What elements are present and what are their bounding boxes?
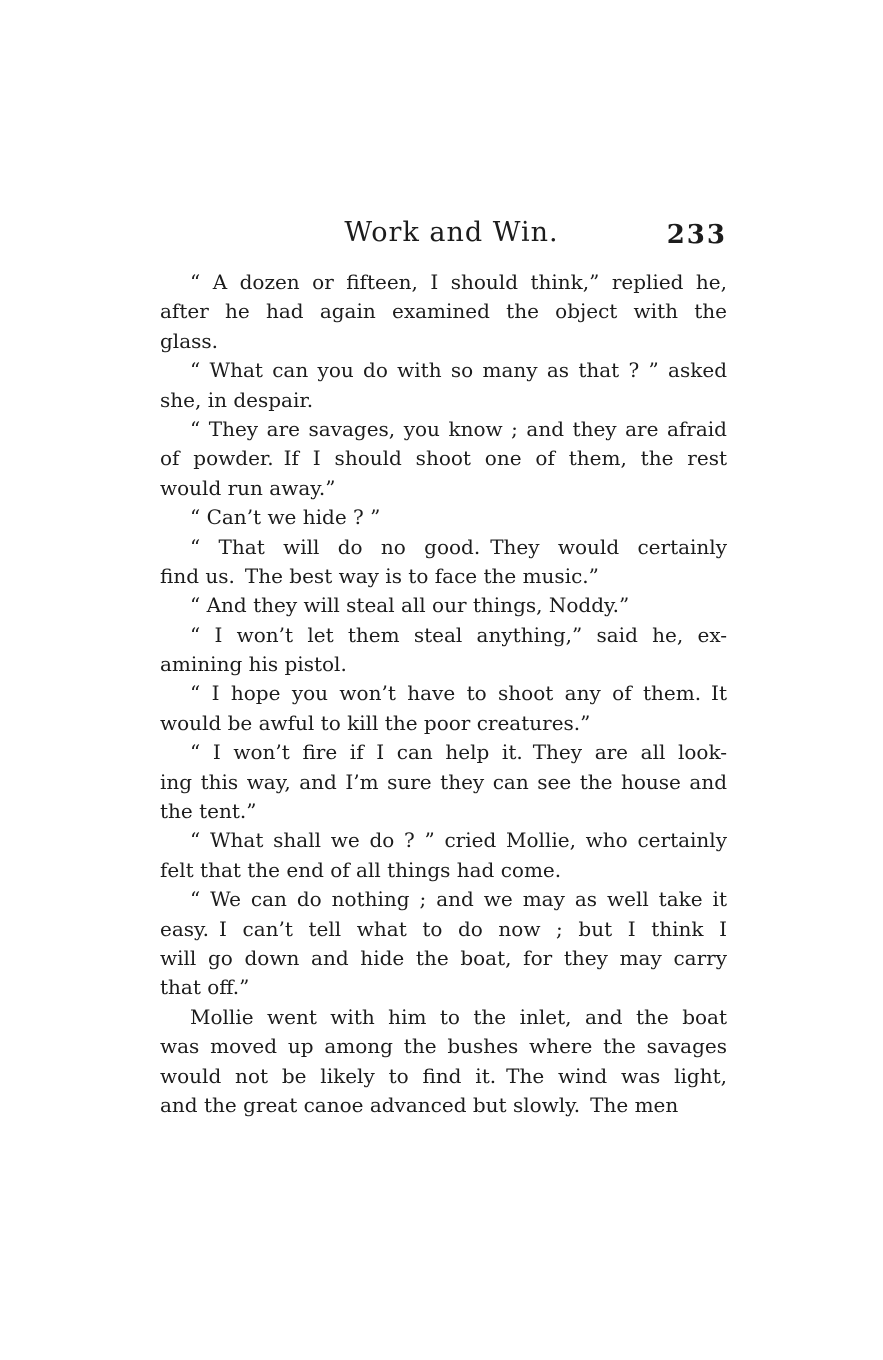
text-line: “ A dozen or fifteen, I should think,” replied he,	[190, 270, 727, 294]
text-line: would run away.”	[160, 475, 336, 500]
text-line: will go down and hide the boat, for they may carry	[160, 945, 727, 970]
paragraph	[160, 885, 727, 1003]
text-line: felt that the end of all things had come.	[160, 857, 562, 882]
paragraph	[160, 533, 727, 592]
paragraph	[160, 738, 727, 826]
running-title: Work and Win.	[344, 217, 559, 248]
paragraph	[160, 826, 727, 885]
text-line: would not be likely to find it. The wind was light,	[160, 1063, 727, 1088]
page-header	[160, 216, 727, 256]
text-line: after he had again examined the object with the	[160, 299, 727, 324]
text-line: “ I won’t fire if I can help it. They are all look-	[190, 740, 727, 765]
page-number: 233	[666, 220, 727, 250]
text-line: “ We can do nothing ; and we may as well take it	[190, 887, 727, 912]
page-text	[160, 268, 727, 1120]
paragraph	[160, 268, 727, 356]
paragraph	[160, 356, 727, 415]
text-line: “ Can’t we hide ? ”	[190, 505, 381, 530]
text-line: she, in despair.	[160, 387, 314, 412]
text-line: of powder. If I should shoot one of them, the rest	[160, 446, 727, 471]
text-line: “ What shall we do ? ” cried Mollie, who certainly	[190, 828, 727, 853]
text-line: that off.”	[160, 975, 250, 1000]
text-line: glass.	[160, 328, 219, 353]
paragraph	[160, 415, 727, 503]
text-line: the tent.”	[160, 799, 257, 824]
text-line: “ That will do no good. They would certainly	[190, 534, 727, 559]
paragraph	[160, 621, 727, 680]
paragraph	[160, 679, 727, 738]
text-line: Mollie went with him to the inlet, and the boat	[190, 1004, 727, 1029]
text-line: was moved up among the bushes where the savages	[160, 1034, 727, 1059]
paragraph	[160, 503, 727, 532]
paragraph	[160, 591, 727, 620]
text-line: find us. The best way is to face the music.”	[160, 563, 599, 588]
text-line: “ And they will steal all our things, Noddy.”	[190, 593, 630, 618]
text-line: easy. I can’t tell what to do now ; but I think I	[160, 916, 727, 941]
text-line: amining his pistol.	[160, 652, 347, 677]
text-line: “ I hope you won’t have to shoot any of them. It	[190, 681, 727, 706]
text-line: would be awful to kill the poor creatures.”	[160, 710, 591, 735]
text-line: “ They are savages, you know ; and they are afraid	[190, 416, 727, 441]
text-line: ing this way, and I’m sure they can see the house and	[160, 769, 727, 794]
text-line: “ What can you do with so many as that ? ” asked	[190, 358, 727, 383]
paragraph	[160, 1003, 727, 1121]
text-line: “ I won’t let them steal anything,” said he, ex-	[190, 622, 727, 647]
text-line: and the great canoe advanced but slowly. The men	[160, 1092, 679, 1117]
